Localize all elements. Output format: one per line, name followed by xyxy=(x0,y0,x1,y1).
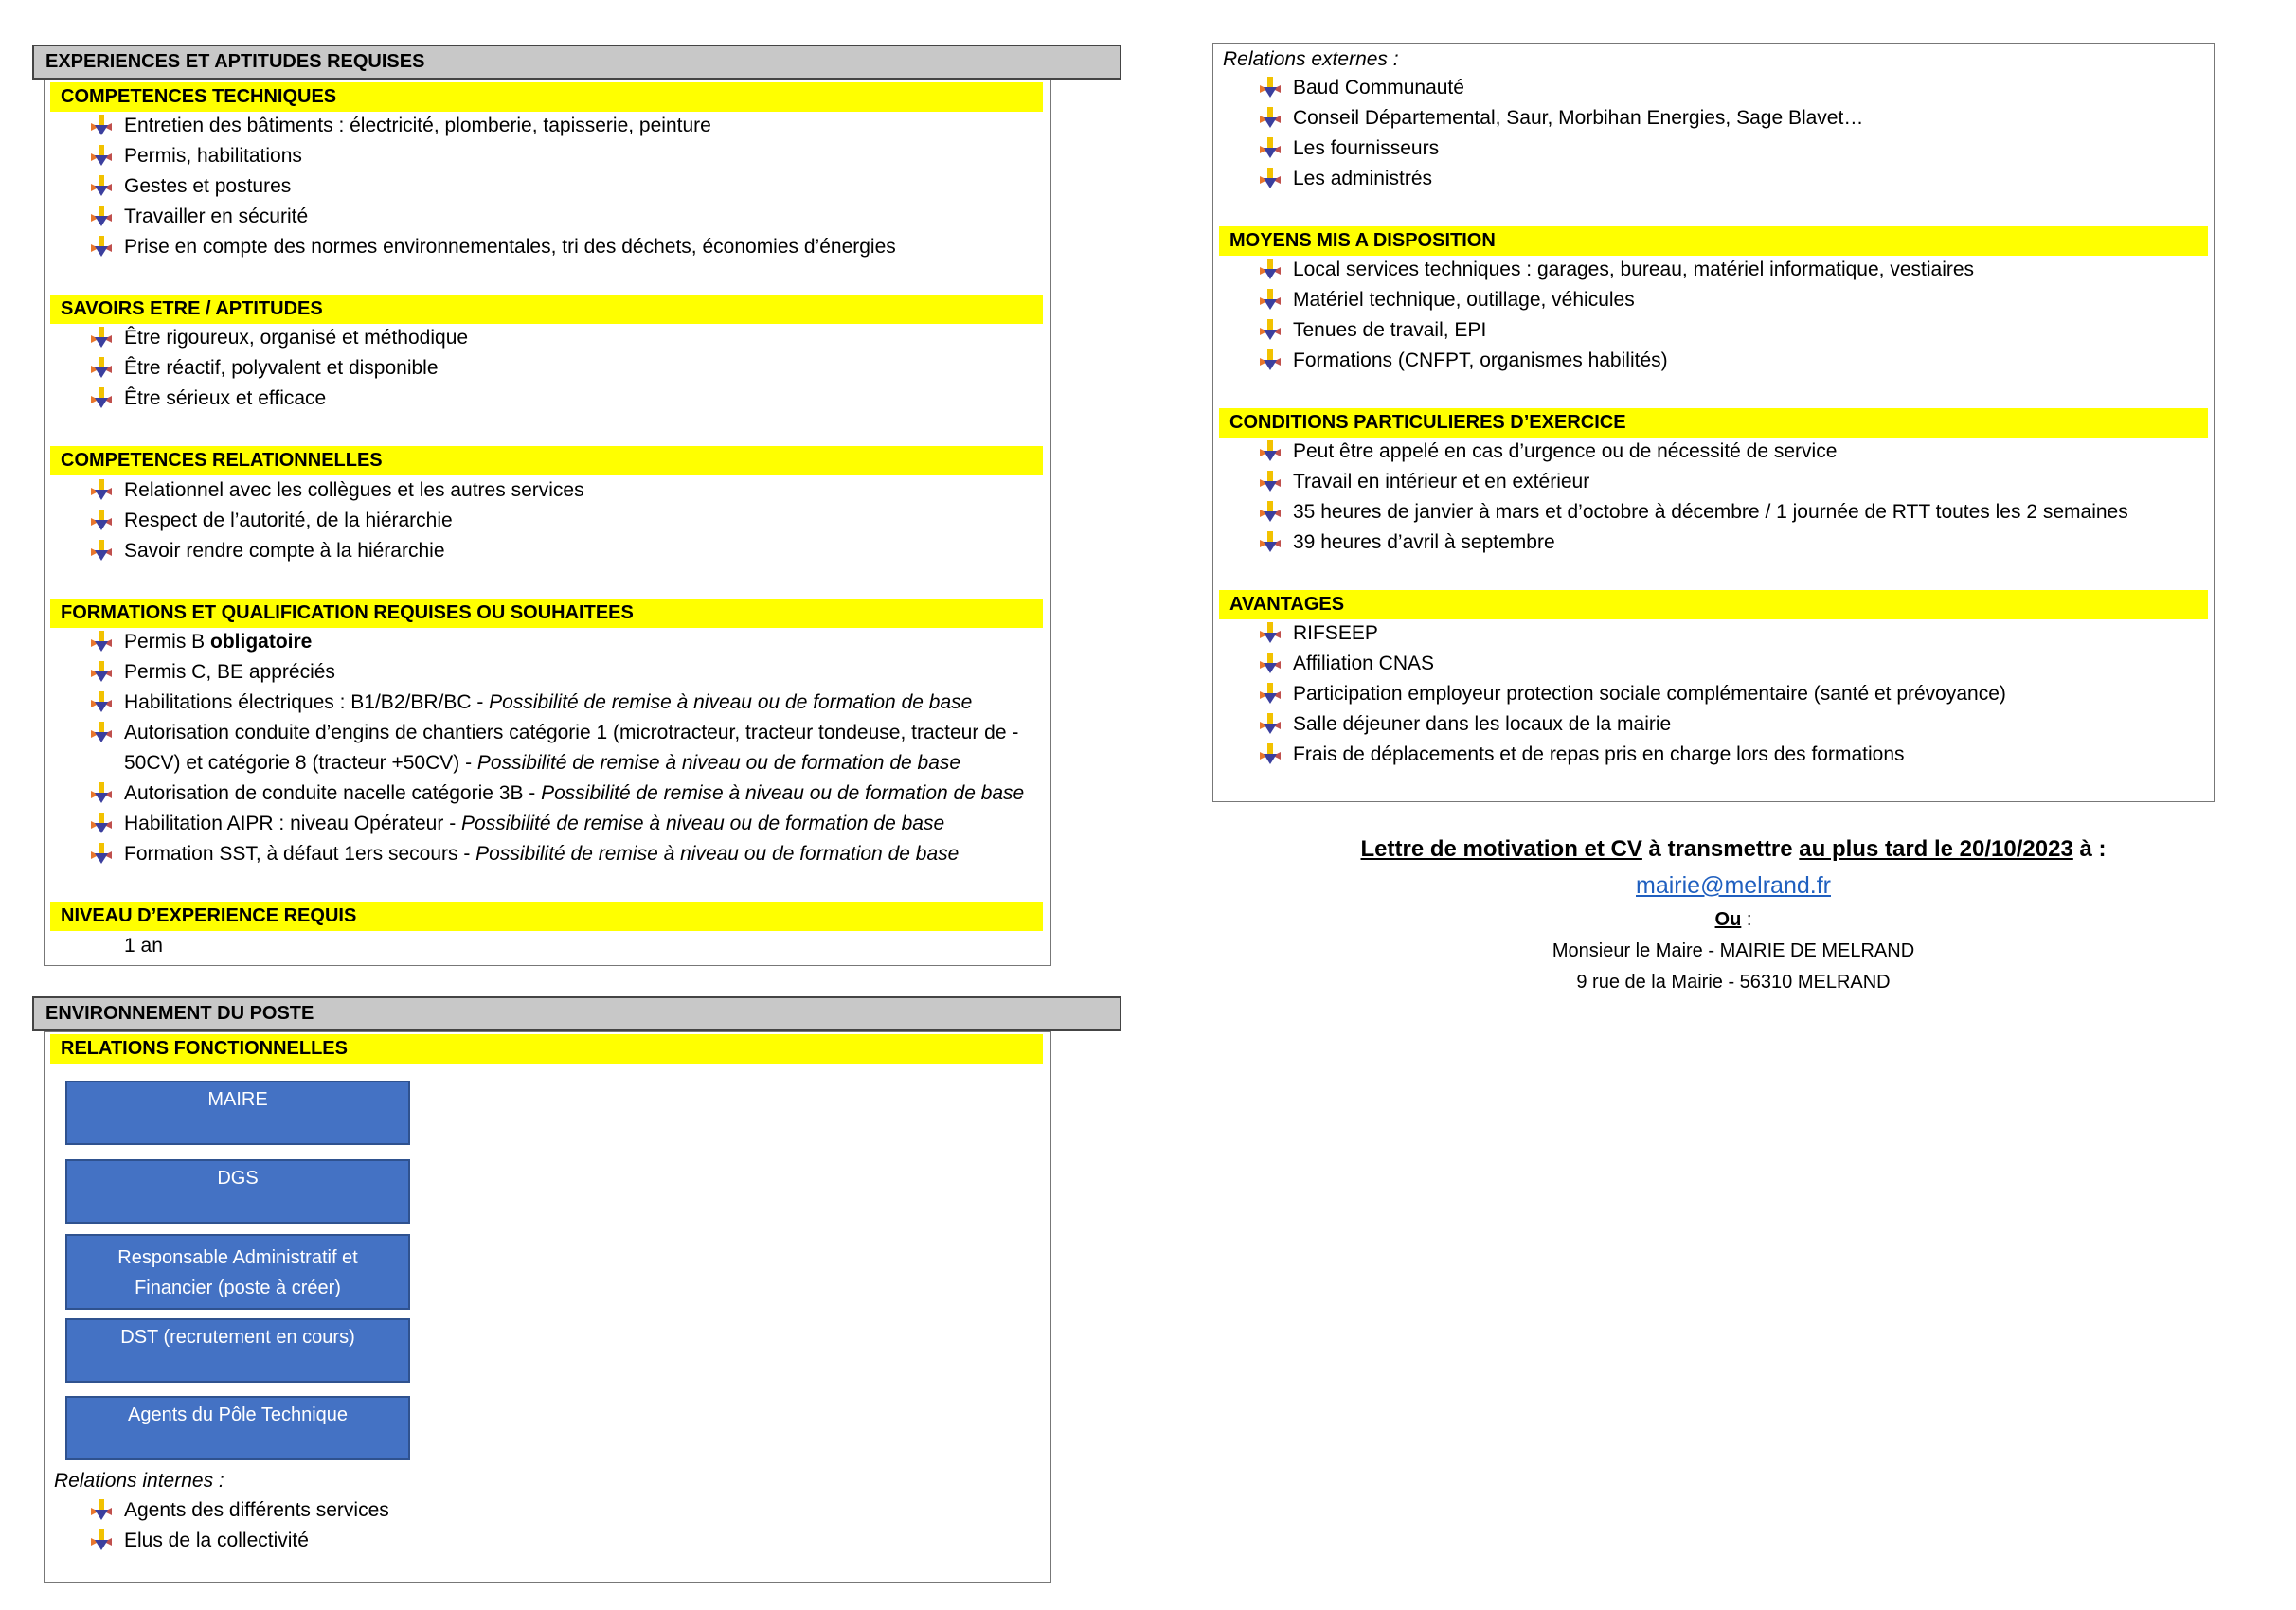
list-item: Relationnel avec les collègues et les autres services xyxy=(45,476,1050,507)
list-item: Participation employeur protection sociale complémentaire (santé et prévoyance) xyxy=(1213,680,2214,710)
section-title-competences-relationnelles: COMPETENCES RELATIONNELLES xyxy=(50,446,1043,475)
section-title-conditions: CONDITIONS PARTICULIERES D’EXERCICE xyxy=(1219,408,2208,438)
list-item: Être rigoureux, organisé et méthodique xyxy=(45,324,1050,354)
list-item: Permis C, BE appréciés xyxy=(45,658,1050,689)
list-item: Habilitation AIPR : niveau Opérateur - Possibilité de remise à niveau ou de formation de base xyxy=(45,810,1050,840)
arrow-down-bullet-icon xyxy=(91,843,112,864)
arrow-down-bullet-icon xyxy=(91,631,112,652)
address-line-2: 9 rue de la Mairie - 56310 MELRAND xyxy=(1576,972,1891,993)
arrow-down-bullet-icon xyxy=(91,510,112,530)
list-item: Baud Communauté xyxy=(1213,74,2214,104)
right-panel xyxy=(1212,43,2215,802)
arrow-down-bullet-icon xyxy=(1260,349,1281,370)
list-item: Formation SST, à défaut 1ers secours - Possibilité de remise à niveau ou de formation de base xyxy=(45,840,1050,870)
arrow-down-bullet-icon xyxy=(1260,289,1281,310)
list-item: Permis B obligatoire xyxy=(45,628,1050,658)
arrow-down-bullet-icon xyxy=(1260,622,1281,643)
section-title-relations-fonctionnelles: RELATIONS FONCTIONNELLES xyxy=(50,1034,1043,1064)
org-box-dst: DST (recrutement en cours) xyxy=(65,1318,410,1383)
candidature-instructions: Lettre de motivation et CV à transmettre au plus tard le 20/10/2023 à : xyxy=(1360,836,2107,862)
list-item: Être sérieux et efficace xyxy=(45,385,1050,415)
arrow-down-bullet-icon xyxy=(1260,743,1281,764)
arrow-down-bullet-icon xyxy=(91,115,112,135)
relations-externes-label: Relations externes : xyxy=(1223,48,1399,70)
arrow-down-bullet-icon xyxy=(91,1530,112,1550)
section-title-savoirs-etre: SAVOIRS ETRE / APTITUDES xyxy=(50,295,1043,324)
arrow-down-bullet-icon xyxy=(91,327,112,348)
section-title-competences-techniques: COMPETENCES TECHNIQUES xyxy=(50,82,1043,112)
org-box-line: Financier (poste à créer) xyxy=(135,1278,341,1298)
experiences-panel xyxy=(44,80,1051,966)
contact-email-line xyxy=(1203,874,2264,898)
list-item-continuation: 50CV) et catégorie 8 (tracteur +50CV) - Possibilité de remise à niveau ou de formation de base xyxy=(124,752,961,774)
arrow-down-bullet-icon xyxy=(91,387,112,408)
list-item: RIFSEEP xyxy=(1213,619,2214,650)
list-item: Être réactif, polyvalent et disponible xyxy=(45,354,1050,385)
list-item: Travail en intérieur et en extérieur xyxy=(1213,468,2214,498)
arrow-down-bullet-icon xyxy=(1260,168,1281,188)
arrow-down-bullet-icon xyxy=(1260,107,1281,128)
list-item: 39 heures d’avril à septembre xyxy=(1213,528,2214,559)
list-item: Affiliation CNAS xyxy=(1213,650,2214,680)
arrow-down-bullet-icon xyxy=(91,661,112,682)
list-item: Tenues de travail, EPI xyxy=(1213,316,2214,347)
arrow-down-bullet-icon xyxy=(1260,683,1281,704)
arrow-down-bullet-icon xyxy=(1260,319,1281,340)
list-item: Les fournisseurs xyxy=(1213,134,2214,165)
list-item: Autorisation de conduite nacelle catégorie 3B - Possibilité de remise à niveau ou de formation de base xyxy=(45,779,1050,810)
arrow-down-bullet-icon xyxy=(91,145,112,166)
arrow-down-bullet-icon xyxy=(91,540,112,561)
address-line-1: Monsieur le Maire - MAIRIE DE MELRAND xyxy=(1552,940,1915,961)
ou-separator: Ou : xyxy=(1714,909,1752,930)
arrow-down-bullet-icon xyxy=(91,206,112,226)
list-item: Savoir rendre compte à la hiérarchie xyxy=(45,537,1050,567)
list-item: Conseil Départemental, Saur, Morbihan Energies, Sage Blavet… xyxy=(1213,104,2214,134)
arrow-down-bullet-icon xyxy=(91,813,112,833)
list-item: Frais de déplacements et de repas pris en charge lors des formations xyxy=(1213,741,2214,771)
arrow-down-bullet-icon xyxy=(91,357,112,378)
arrow-down-bullet-icon xyxy=(1260,471,1281,492)
list-item: Gestes et postures xyxy=(45,172,1050,203)
list-item: Agents des différents services xyxy=(45,1496,1050,1527)
environnement-panel xyxy=(44,1031,1051,1583)
contact-email-link[interactable]: mairie@melrand.fr xyxy=(1636,872,1831,899)
arrow-down-bullet-icon xyxy=(1260,531,1281,552)
experiences-header: EXPERIENCES ET APTITUDES REQUISES xyxy=(32,45,1121,80)
list-item: Local services techniques : garages, bureau, matériel informatique, vestiaires xyxy=(1213,256,2214,286)
environnement-header: ENVIRONNEMENT DU POSTE xyxy=(32,996,1121,1031)
list-item: Elus de la collectivité xyxy=(45,1527,1050,1557)
list-item: 35 heures de janvier à mars et d’octobre à décembre / 1 journée de RTT toutes les 2 semaines xyxy=(1213,498,2214,528)
list-item: Les administrés xyxy=(1213,165,2214,195)
section-title-formations: FORMATIONS ET QUALIFICATION REQUISES OU SOUHAITEES xyxy=(50,599,1043,628)
list-item: Habilitations électriques : B1/B2/BR/BC - Possibilité de remise à niveau ou de formation de base xyxy=(45,689,1050,719)
section-title-niveau-experience: NIVEAU D’EXPERIENCE REQUIS xyxy=(50,902,1043,931)
list-item: Formations (CNFPT, organismes habilités) xyxy=(1213,347,2214,377)
arrow-down-bullet-icon xyxy=(1260,501,1281,522)
arrow-down-bullet-icon xyxy=(1260,137,1281,158)
arrow-down-bullet-icon xyxy=(1260,77,1281,98)
arrow-down-bullet-icon xyxy=(1260,440,1281,461)
list-item: Prise en compte des normes environnementales, tri des déchets, économies d’énergies xyxy=(45,233,1050,263)
relations-internes-label: Relations internes : xyxy=(54,1470,224,1492)
arrow-down-bullet-icon xyxy=(91,1499,112,1520)
org-box-maire: MAIRE xyxy=(65,1081,410,1145)
org-box-dgs: DGS xyxy=(65,1159,410,1224)
arrow-down-bullet-icon xyxy=(1260,713,1281,734)
section-title-moyens: MOYENS MIS A DISPOSITION xyxy=(1219,226,2208,256)
list-item: Matériel technique, outillage, véhicules xyxy=(1213,286,2214,316)
arrow-down-bullet-icon xyxy=(91,722,112,742)
list-item: Respect de l’autorité, de la hiérarchie xyxy=(45,507,1050,537)
list-item: Travailler en sécurité xyxy=(45,203,1050,233)
org-box-line: Responsable Administratif et xyxy=(117,1247,358,1268)
list-item: Autorisation conduite d’engins de chantiers catégorie 1 (microtracteur, tracteur tondeuse, tracteur de - xyxy=(45,719,1050,749)
list-item: Peut être appelé en cas d’urgence ou de nécessité de service xyxy=(1213,438,2214,468)
arrow-down-bullet-icon xyxy=(91,479,112,500)
niveau-experience-value: 1 an xyxy=(124,935,163,957)
list-item: Permis, habilitations xyxy=(45,142,1050,172)
org-box-agents-pole-technique: Agents du Pôle Technique xyxy=(65,1396,410,1460)
list-item: Salle déjeuner dans les locaux de la mairie xyxy=(1213,710,2214,741)
arrow-down-bullet-icon xyxy=(91,691,112,712)
arrow-down-bullet-icon xyxy=(1260,653,1281,673)
arrow-down-bullet-icon xyxy=(91,236,112,257)
arrow-down-bullet-icon xyxy=(91,782,112,803)
section-title-avantages: AVANTAGES xyxy=(1219,590,2208,619)
arrow-down-bullet-icon xyxy=(1260,259,1281,279)
org-box-responsable-administratif xyxy=(65,1234,410,1310)
arrow-down-bullet-icon xyxy=(91,175,112,196)
list-item: Entretien des bâtiments : électricité, plomberie, tapisserie, peinture xyxy=(45,112,1050,142)
